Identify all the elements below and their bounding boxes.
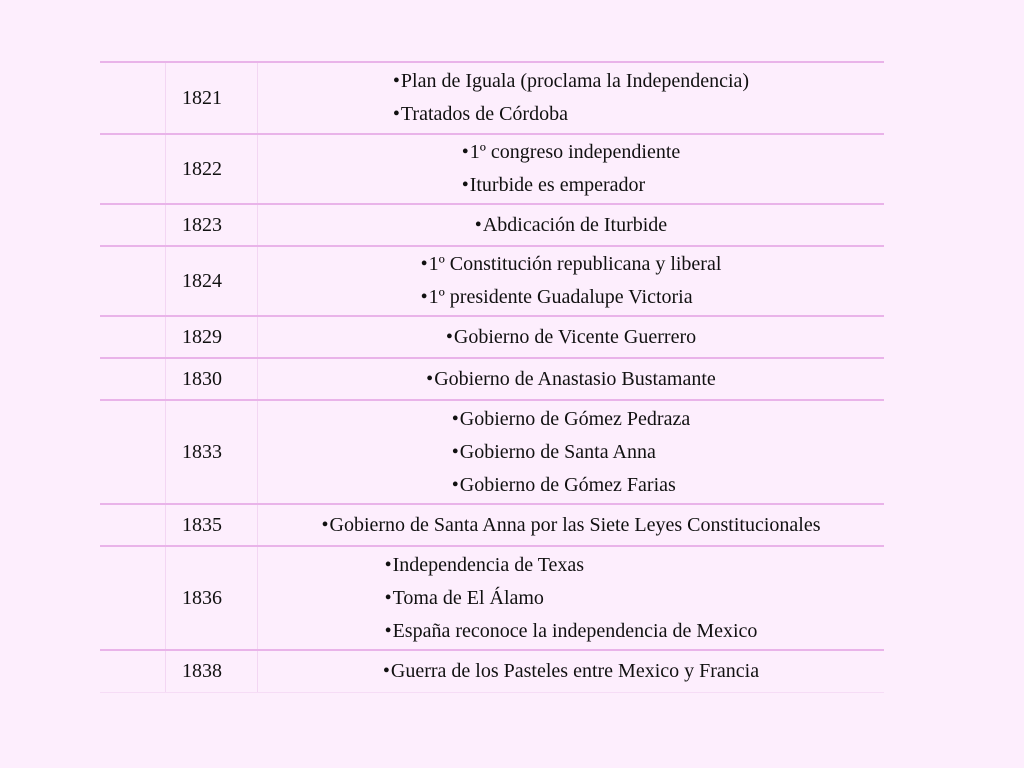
blank-cell (100, 650, 166, 692)
bullet-icon: • (461, 174, 469, 196)
bullet-icon: • (392, 103, 400, 125)
event-item (452, 403, 690, 436)
event-text: Iturbide es emperador (469, 174, 646, 196)
event-text: Gobierno de Santa Anna por las Siete Leyes Constitucionales (329, 513, 821, 536)
table-row (100, 546, 884, 650)
event-item (452, 436, 690, 469)
table-row (100, 204, 884, 246)
table-row (100, 246, 884, 316)
bullet-icon: • (445, 325, 453, 348)
event-item (385, 615, 758, 648)
events-cell (258, 62, 885, 134)
timeline-body (100, 62, 884, 692)
event-text: Gobierno de Anastasio Bustamante (434, 367, 716, 390)
timeline-table (100, 61, 884, 692)
bullet-icon: • (392, 70, 400, 92)
year-cell: 1822 (166, 134, 258, 204)
events-list (446, 321, 696, 354)
bullet-icon: • (384, 586, 392, 609)
events-cell (258, 358, 885, 400)
bullet-icon: • (461, 141, 469, 163)
events-cell (258, 400, 885, 504)
blank-cell (100, 62, 166, 134)
events-list (475, 209, 667, 242)
bullet-icon: • (426, 367, 434, 390)
event-item (421, 281, 722, 314)
blank-cell (100, 134, 166, 204)
events-list (393, 65, 749, 131)
bullet-icon: • (420, 286, 428, 308)
bullet-icon: • (474, 213, 482, 236)
event-item (446, 321, 696, 354)
event-text: Abdicación de Iturbide (482, 213, 668, 236)
events-list (421, 248, 722, 314)
table-row (100, 650, 884, 692)
event-item (383, 655, 759, 688)
events-cell (258, 134, 885, 204)
event-item (321, 509, 820, 542)
year-cell: 1829 (166, 316, 258, 358)
events-cell (258, 650, 885, 692)
table-bottom-border (100, 692, 884, 693)
year-cell: 1824 (166, 246, 258, 316)
event-text: Tratados de Córdoba (400, 103, 568, 125)
bullet-icon: • (420, 253, 428, 275)
event-text: 1º Constitución republicana y liberal (428, 253, 722, 275)
event-text: Gobierno de Santa Anna (459, 440, 656, 463)
events-list (385, 549, 758, 648)
event-text: Guerra de los Pasteles entre Mexico y Francia (390, 660, 760, 682)
table-row (100, 134, 884, 204)
bullet-icon: • (451, 407, 459, 430)
year-cell: 1833 (166, 400, 258, 504)
year-cell: 1830 (166, 358, 258, 400)
events-cell (258, 316, 885, 358)
events-cell (258, 204, 885, 246)
event-text: Gobierno de Vicente Guerrero (453, 325, 697, 348)
event-text: 1º presidente Guadalupe Victoria (428, 286, 693, 308)
bullet-icon: • (451, 473, 459, 496)
events-list (462, 136, 681, 202)
event-item (426, 363, 716, 396)
bullet-icon: • (382, 660, 390, 682)
table-row (100, 62, 884, 134)
event-item (462, 169, 681, 202)
year-cell: 1821 (166, 62, 258, 134)
events-list (321, 509, 820, 542)
table-row (100, 358, 884, 400)
table-row (100, 316, 884, 358)
events-cell (258, 546, 885, 650)
event-text: Independencia de Texas (392, 553, 585, 576)
events-cell (258, 504, 885, 546)
year-cell: 1835 (166, 504, 258, 546)
blank-cell (100, 316, 166, 358)
event-text: Gobierno de Gómez Pedraza (459, 407, 691, 430)
blank-cell (100, 204, 166, 246)
event-text: España reconoce la independencia de Mexico (392, 619, 758, 642)
event-text: Gobierno de Gómez Farias (459, 473, 676, 496)
blank-cell (100, 246, 166, 316)
bullet-icon: • (384, 553, 392, 576)
event-item (385, 582, 758, 615)
event-text: 1º congreso independiente (469, 141, 681, 163)
blank-cell (100, 546, 166, 650)
blank-cell (100, 504, 166, 546)
event-item (462, 136, 681, 169)
year-cell: 1823 (166, 204, 258, 246)
year-cell: 1838 (166, 650, 258, 692)
blank-cell (100, 358, 166, 400)
event-item (393, 65, 749, 98)
event-item (393, 98, 749, 131)
events-list (452, 403, 690, 502)
year-cell: 1836 (166, 546, 258, 650)
events-list (426, 363, 716, 396)
events-list (383, 655, 759, 688)
bullet-icon: • (384, 619, 392, 642)
blank-cell (100, 400, 166, 504)
bullet-icon: • (451, 440, 459, 463)
bullet-icon: • (321, 513, 329, 536)
events-cell (258, 246, 885, 316)
event-item (475, 209, 667, 242)
event-text: Toma de El Álamo (392, 586, 544, 609)
event-item (385, 549, 758, 582)
table-row (100, 400, 884, 504)
event-text: Plan de Iguala (proclama la Independencia) (400, 70, 750, 92)
event-item (421, 248, 722, 281)
table-row (100, 504, 884, 546)
event-item (452, 469, 690, 502)
